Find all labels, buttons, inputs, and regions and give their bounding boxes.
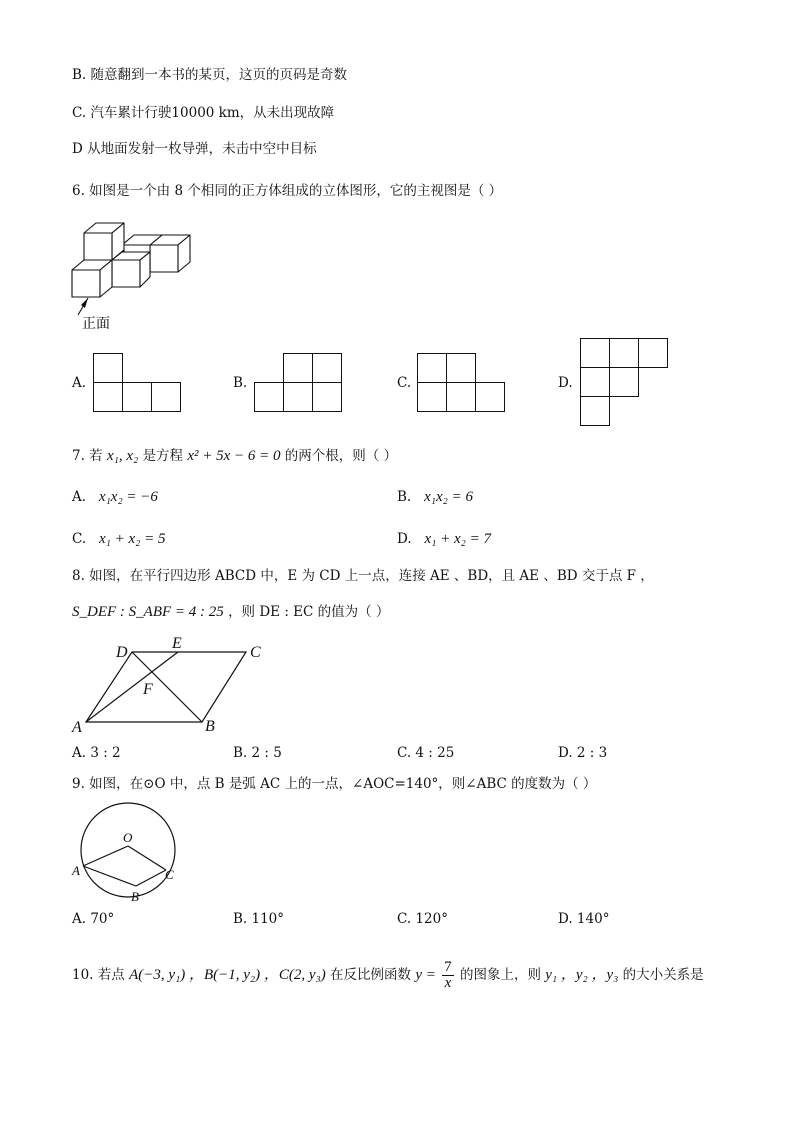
point-d-label: D — [116, 644, 128, 661]
q9-option-a: A. 70° — [72, 911, 115, 927]
q7-stem-vars: x₁, x₂ — [106, 448, 139, 464]
radius-oa — [83, 846, 128, 866]
front-label: 正面 — [82, 317, 110, 332]
q8-option-d: D. 2 : 3 — [558, 745, 608, 761]
chord-ab — [83, 866, 136, 886]
point-a-label-q9: A — [72, 863, 80, 878]
q9-option-c: C. 120° — [397, 911, 448, 927]
point-e-label: E — [172, 635, 182, 652]
q6-option-b-figure — [254, 353, 344, 413]
segment-ae — [86, 652, 178, 722]
q8-stem-line1: 8. 如图，在平行四边形 ABCD 中，E 为 CD 上一点，连接 AE 、BD，且 AE 、BD 交于点 F ， — [72, 568, 654, 584]
q9-circle-figure — [68, 800, 188, 910]
q10-function-lhs: y = — [415, 967, 436, 983]
q5-option-d: D 从地面发射一枚导弹，未击中空中目标 — [72, 141, 317, 157]
point-o-label: O — [123, 830, 133, 845]
q6-option-a-label: A. — [72, 375, 87, 391]
q10-fraction-numerator: 7 — [444, 959, 452, 975]
q7-option-a-expr: x₁x₂ = −6 — [98, 489, 158, 505]
point-f-label: F — [143, 681, 153, 698]
q10-stem-end: 的大小关系是 — [622, 967, 704, 983]
point-a-label: A — [72, 719, 82, 736]
q8-question-text: ，则 DE : EC 的值为（ ） — [228, 604, 390, 620]
q10-fraction-denominator: x — [444, 975, 452, 991]
q7-option-d — [397, 530, 491, 548]
radius-oc — [128, 846, 166, 870]
q5-option-b: B. 随意翻到一本书的某页，这页的页码是奇数 — [72, 67, 348, 83]
q7-option-d-label: D. — [397, 531, 412, 547]
q10-stem-prefix: 10. 若点 — [72, 967, 125, 983]
q7-stem — [72, 447, 397, 465]
q7-option-d-expr: x₁ + x₂ = 7 — [424, 531, 492, 547]
q8-option-c: C. 4 : 25 — [397, 745, 455, 761]
q6-option-d-label: D. — [558, 375, 573, 391]
q6-option-d-figure — [580, 338, 672, 428]
point-c-label-q9: C — [165, 867, 174, 882]
q6-option-c-label: C. — [397, 375, 412, 391]
q10-vars: y₁ ，y₂ ，y₃ — [545, 967, 619, 983]
q10-points: A(−3, y₁) ，B(−1, y₂) ，C(2, y₃) — [129, 967, 326, 983]
q8-option-b: B. 2 : 5 — [233, 745, 282, 761]
q7-option-b — [397, 488, 473, 506]
q6-cube-figure — [70, 215, 200, 335]
q7-stem-equation: x² + 5x − 6 = 0 — [187, 448, 281, 464]
q7-stem-mid: 是方程 — [142, 448, 184, 464]
q7-option-a-label: A. — [72, 489, 87, 505]
q7-stem-suffix: 的两个根，则（ ） — [284, 448, 398, 464]
q7-option-c — [72, 530, 166, 548]
q9-option-b: B. 110° — [233, 911, 285, 927]
q7-option-a — [72, 488, 158, 506]
q7-option-b-expr: x₁x₂ = 6 — [424, 489, 473, 505]
q10-stem-suffix: 的图象上，则 — [459, 967, 541, 983]
q7-option-c-label: C. — [72, 531, 87, 547]
point-b-label-q9: B — [131, 889, 139, 904]
q7-option-b-label: B. — [397, 489, 412, 505]
q10-fraction — [442, 960, 454, 991]
q6-option-a-figure — [93, 353, 183, 413]
q9-option-d: D. 140° — [558, 911, 610, 927]
parallelogram-abcd — [86, 652, 246, 722]
q8-area-ratio: S_DEF : S_ABF = 4 : 25 — [72, 604, 224, 620]
q10-stem — [72, 960, 704, 991]
q6-option-b-label: B. — [233, 375, 248, 391]
q7-option-c-expr: x₁ + x₂ = 5 — [99, 531, 166, 547]
point-c-label: C — [250, 644, 261, 661]
q5-option-c: C. 汽车累计行驶10000 km，从未出现故障 — [72, 105, 335, 121]
point-b-label: B — [205, 718, 215, 735]
q7-stem-prefix: 7. 若 — [72, 448, 103, 464]
q9-stem: 9. 如图，在⊙O 中，点 B 是弧 AC 上的一点，∠AOC=140°，则∠ABC 的度数为（ ） — [72, 776, 597, 792]
q8-stem-line2 — [72, 603, 389, 621]
front-arrow-icon — [81, 298, 88, 308]
q10-stem-mid: 在反比例函数 — [330, 967, 412, 983]
q6-option-c-figure — [417, 353, 507, 413]
q6-stem: 6. 如图是一个由 8 个相同的正方体组成的立体图形，它的主视图是（ ） — [72, 183, 503, 199]
q8-parallelogram-figure — [70, 635, 280, 736]
q8-option-a: A. 3 : 2 — [72, 745, 121, 761]
